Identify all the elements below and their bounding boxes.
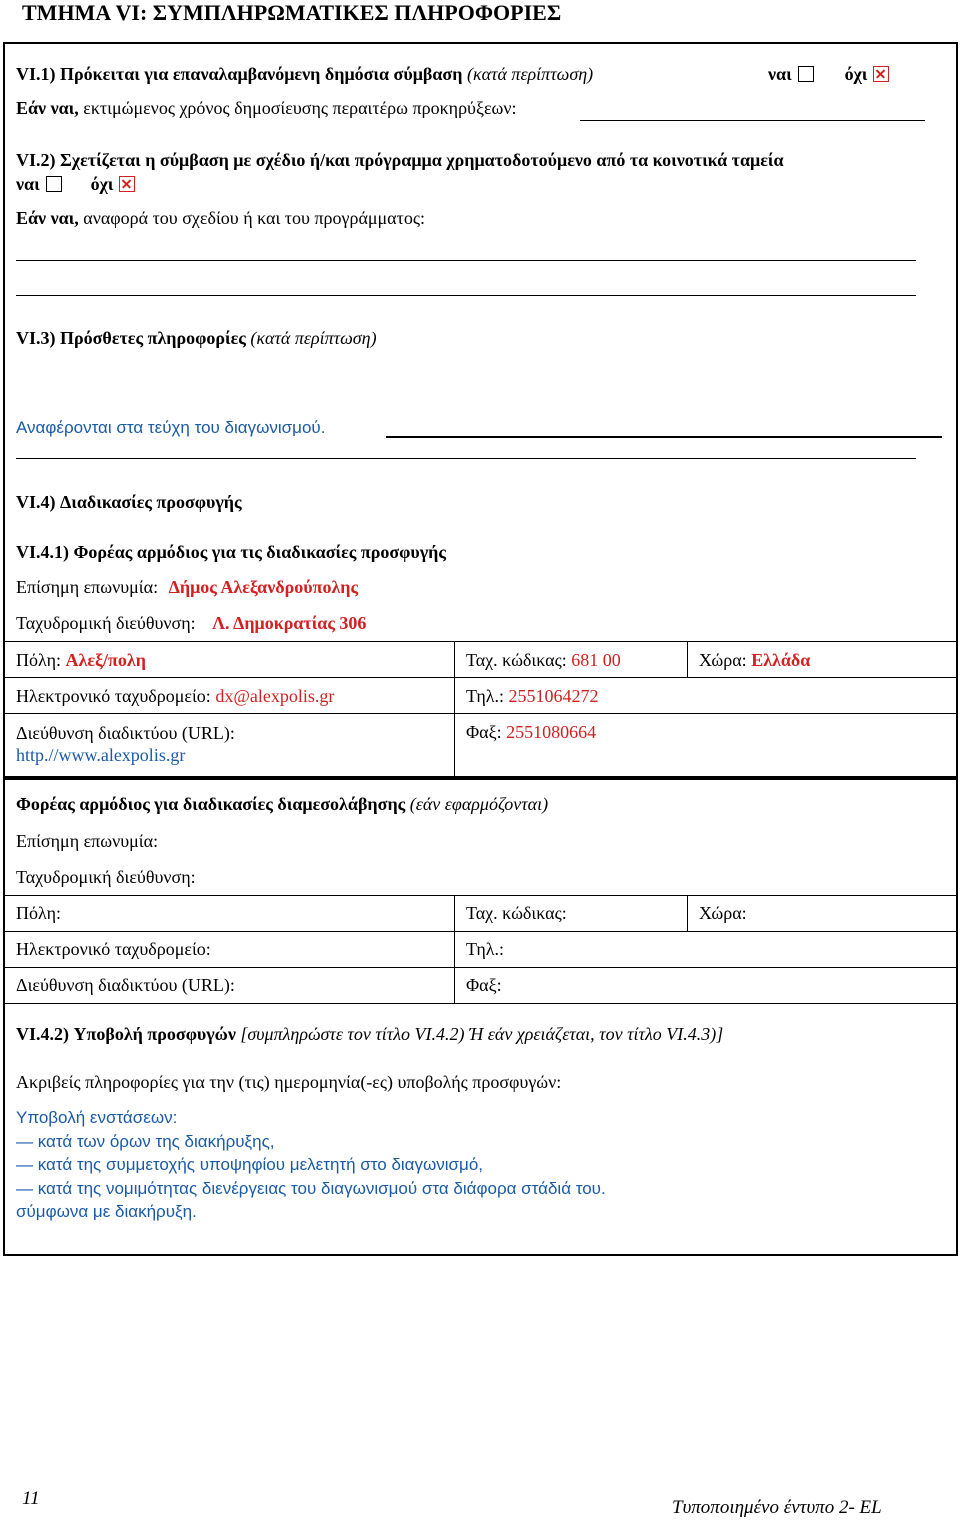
vi41-url-label: Διεύθυνση διαδικτύου (URL): <box>16 723 235 743</box>
list-item: — κατά της νομιμότητας διενέργειας του διαγωνισμού στα διάφορα στάδιά του. <box>16 1178 606 1198</box>
vi41-phone-value: 2551064272 <box>508 686 599 706</box>
vi42-complaints-heading: Υποβολή ενστάσεων: <box>16 1108 178 1127</box>
vi2-yes-label: ναι <box>16 174 40 194</box>
vi2-answer-line-2[interactable] <box>16 295 916 296</box>
vi1-followup-text: Εάν ναι, εκτιμώμενος χρόνος δημοσίευσης περαιτέρω προκηρύξεων: <box>16 98 517 118</box>
vi41-country-value: Ελλάδα <box>751 650 811 670</box>
vi42-label: VI.4.2) Υποβολή προσφυγών <box>16 1024 236 1044</box>
vi3-text: Αναφέρονται στα τεύχη του διαγωνισμού. <box>16 418 326 437</box>
mediation-postal-address-label: Ταχυδρομική διεύθυνση: <box>16 867 196 887</box>
vi41-fax-label: Φαξ: <box>466 722 502 742</box>
vi42-note: [συμπληρώστε τον τίτλο VI.4.2) Ή εάν χρειάζεται, τον τίτλο VI.4.3)] <box>240 1024 724 1044</box>
vi2-followup: Εάν ναι, αναφορά του σχεδίου ή και του προγράμματος: <box>16 208 425 228</box>
mediation-grid-col1 <box>454 895 455 1003</box>
vi41-heading: VI.4.1) Φορέας αρμόδιος για τις διαδικασίες προσφυγής <box>16 542 446 562</box>
vi4-heading: VI.4) Διαδικασίες προσφυγής <box>16 492 242 512</box>
vi41-fax-value: 2551080664 <box>506 722 597 742</box>
vi1-no-label: όχι <box>844 64 868 84</box>
vi3-label: VI.3) Πρόσθετες πληροφορίες <box>16 328 246 348</box>
vi3-answer-line-1[interactable] <box>386 436 942 438</box>
vi41-phone-label: Τηλ.: <box>466 686 504 706</box>
vi41-postcode <box>466 650 621 671</box>
mediation-url-label: Διεύθυνση διαδικτύου (URL): <box>16 975 235 995</box>
vi1-answer-line[interactable] <box>580 120 925 121</box>
vi41-url-value[interactable]: http.//www.alexpolis.gr <box>16 745 186 765</box>
list-item: — κατά των όρων της διακήρυξης, <box>16 1131 275 1151</box>
mediation-grid-bottom <box>4 1003 957 1004</box>
mediation-grid-top <box>4 895 957 896</box>
vi41-grid-top <box>4 641 957 642</box>
mediation-official-name-label: Επίσημη επωνυμία: <box>16 831 159 851</box>
vi2-yes-checkbox[interactable] <box>46 176 62 192</box>
vi41-email <box>16 686 334 707</box>
mediation-grid-col2 <box>687 895 688 931</box>
vi41-postal-address <box>16 613 366 634</box>
vi41-phone <box>466 686 598 707</box>
section-title: ΤΜΗΜΑ VI: ΣΥΜΠΛΗΡΩΜΑΤΙΚΕΣ ΠΛΗΡΟΦΟΡΙΕΣ <box>22 0 562 25</box>
list-item: — κατά της συμμετοχής υποψηφίου μελετητή στο διαγωνισμό, <box>16 1155 484 1174</box>
vi41-city <box>16 650 146 671</box>
mediation-fax-label: Φαξ: <box>466 975 502 995</box>
vi41-grid-row1 <box>4 677 957 678</box>
mediation-grid-row2 <box>4 967 957 968</box>
mediation-note: (εάν εφαρμόζονται) <box>409 794 549 814</box>
vi1-yes-label: ναι <box>768 64 792 84</box>
vi1-note: (κατά περίπτωση) <box>466 64 594 84</box>
vi1-no-checkbox[interactable] <box>873 66 889 82</box>
vi2-no-label: όχι <box>90 174 114 194</box>
vi2-label: VI.2) Σχετίζεται η σύμβαση με σχέδιο ή/και πρόγραμμα χρηματοδοτούμενο από τα κοινοτικά ταμεία <box>16 150 784 170</box>
vi41-email-value[interactable]: dx@alexpolis.gr <box>215 686 335 706</box>
vi41-postcode-label: Ταχ. κώδικας: <box>466 650 567 670</box>
mediation-label: Φορέας αρμόδιος για διαδικασίες διαμεσολάβησης <box>16 794 406 814</box>
vi41-postcode-value: 681 00 <box>571 650 621 670</box>
mediation-email-label: Ηλεκτρονικό ταχυδρομείο: <box>16 939 211 959</box>
vi41-official-name-label: Επίσημη επωνυμία: <box>16 577 159 597</box>
vi1-options <box>768 64 889 85</box>
vi41-city-value: Αλεξ/πολη <box>65 650 146 670</box>
vi41-city-label: Πόλη: <box>16 650 61 670</box>
vi41-grid-col2 <box>687 641 688 677</box>
vi2-no-checkbox[interactable] <box>119 176 135 192</box>
vi41-official-name <box>16 577 358 598</box>
mediation-phone-label: Τηλ.: <box>466 939 504 959</box>
vi41-official-name-value: Δήμος Αλεξανδρούπολης <box>168 577 359 597</box>
vi42-closing: σύμφωνα με διακήρυξη. <box>16 1202 197 1221</box>
mediation-grid-row1 <box>4 931 957 932</box>
vi1-label: VI.1) Πρόκειται για επαναλαμβανόμενη δημόσια σύμβαση <box>16 64 463 84</box>
vi42-details-label: Ακριβείς πληροφορίες για την (τις) ημερομηνία(-ες) υποβολής προσφυγών: <box>16 1072 562 1092</box>
mediation-postcode-label: Ταχ. κώδικας: <box>466 903 567 923</box>
vi41-fax <box>466 722 596 743</box>
vi3-note: (κατά περίπτωση) <box>250 328 377 348</box>
vi1-yes-checkbox[interactable] <box>798 66 814 82</box>
vi42-heading <box>16 1024 723 1045</box>
mediation-city-label: Πόλη: <box>16 903 61 923</box>
vi41-email-label: Ηλεκτρονικό ταχυδρομείο: <box>16 686 211 706</box>
vi2-question <box>16 148 916 196</box>
vi3-answer-line-2[interactable] <box>16 458 916 459</box>
vi2-answer-line-1[interactable] <box>16 260 916 261</box>
mediation-heading <box>16 794 548 815</box>
vi1-question <box>16 64 593 85</box>
vi41-country-label: Χώρα: <box>699 650 747 670</box>
vi41-grid-col1 <box>454 641 455 778</box>
vi41-postal-address-label: Ταχυδρομική διεύθυνση: <box>16 613 196 633</box>
vi42-complaints <box>16 1106 606 1224</box>
vi41-grid-row2 <box>4 713 957 714</box>
vi41-country <box>699 650 810 671</box>
vi3-heading <box>16 328 377 349</box>
mediation-country-label: Χώρα: <box>699 903 747 923</box>
vi41-url <box>16 722 235 766</box>
page-number: 11 <box>22 1488 40 1509</box>
vi41-postal-address-value: Λ. Δημοκρατίας 306 <box>212 613 367 633</box>
form-name: Τυποποιημένο έντυπο 2- EL <box>672 1497 882 1518</box>
